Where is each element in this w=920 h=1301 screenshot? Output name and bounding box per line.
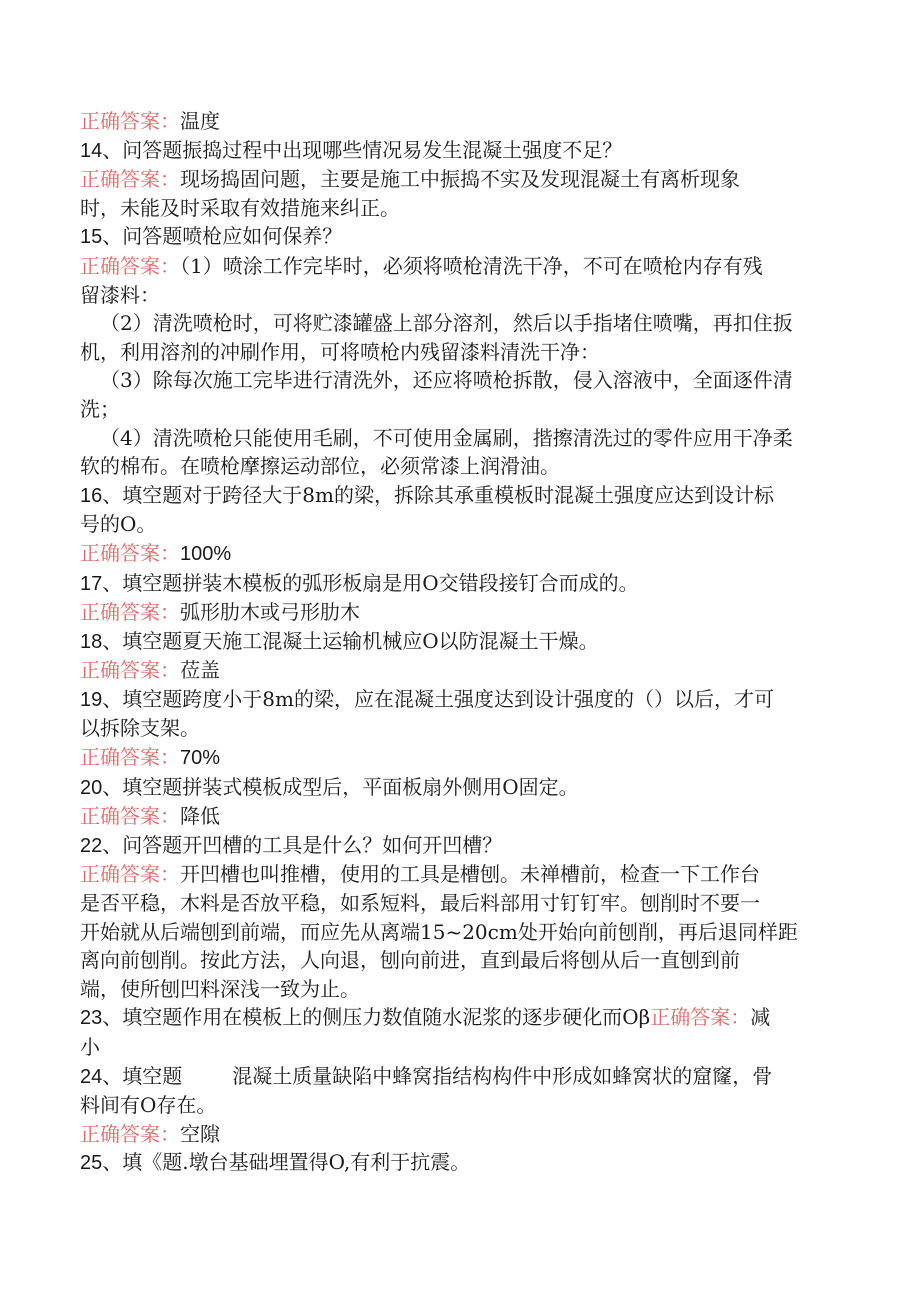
- answer-label: 正确答案：: [80, 167, 180, 192]
- answer-line: [80, 539, 840, 569]
- answer-label: 正确答案：: [80, 658, 180, 683]
- question-text: 、问答题振捣过程中出现哪些情况易发生混凝土强度不足？: [102, 137, 623, 162]
- answer-text: 空隙: [180, 1121, 220, 1146]
- question-number: 16: [80, 484, 103, 507]
- answer-line: [80, 107, 840, 136]
- answer-text: 降低: [180, 804, 220, 829]
- question-text-continued: 以拆除支架。: [80, 716, 200, 741]
- answer-line: 留漆料：: [80, 282, 160, 307]
- question-number: 17: [80, 572, 103, 595]
- answer-line: 时，未能及时采取有效措施来纠正。: [80, 195, 400, 220]
- question-15: [80, 222, 840, 252]
- answer-text: 100%: [180, 542, 232, 565]
- answer-line: 机，利用溶剂的冲刷作用，可将喷枪内残留漆料清洗干净：: [80, 339, 600, 364]
- answer-line: [80, 165, 840, 194]
- question-25: [80, 1148, 840, 1178]
- answer-line: 离向前刨削。按此方法，人向退，刨向前进，直到最后将刨从后一直刨到前: [80, 948, 740, 973]
- question-type: 、填空题: [102, 1063, 183, 1088]
- answer-line: 是否平稳，木料是否放平稳，如系短料，最后料部用寸钉钉牢。刨削时不要一: [80, 891, 760, 916]
- answer-label: 正确答案：: [80, 600, 180, 625]
- answer-text: 70%: [180, 747, 221, 770]
- answer-text: （1）喷涂工作完毕时，必须将喷枪清洗干净，不可在喷枪内存有残: [180, 253, 763, 278]
- question-text: 、填空题拼装式模板成型后，平面板扇外侧用O固定。: [102, 774, 579, 799]
- answer-label: 正确答案：: [80, 540, 180, 565]
- answer-text: 减: [750, 1005, 771, 1030]
- question-text: 混凝土质量缺陷中蜂窝指结构构件中形成如蜂窝状的窟窿，骨: [232, 1063, 773, 1088]
- answer-line: 小: [80, 1035, 100, 1059]
- question-text: 、填空题对于跨径大于8m的梁，拆除其承重模板时混凝土强度应达到设计标: [102, 482, 774, 507]
- question-text: 、填空题作用在模板上的侧压力数值随水泥浆的逐步硬化而Oβ: [102, 1005, 651, 1030]
- answer-text: 现场捣固问题，主要是施工中振捣不实及发现混凝土有离析现象: [180, 167, 740, 192]
- question-22: [80, 831, 840, 861]
- answer-line: 端，使所刨凹料深浅一致为止。: [80, 976, 360, 1001]
- answer-label: 正确答案：: [80, 862, 180, 887]
- answer-label: 正确答案：: [80, 804, 180, 829]
- question-17: [80, 569, 840, 599]
- question-20: [80, 773, 840, 803]
- question-text: 、问答题开凹槽的工具是什么？如何开凹槽？: [102, 832, 503, 857]
- answer-paragraph-2: （2）清洗喷枪时，可将贮漆罐盛上部分溶剂，然后以手指堵住喷嘴，再扣住扳: [100, 311, 793, 336]
- question-number: 22: [80, 834, 103, 857]
- question-14: [80, 136, 840, 166]
- question-text: 、填空题拼装木模板的弧形板扇是用O交错段接钉合而成的。: [102, 570, 639, 595]
- question-number: 14: [80, 139, 103, 162]
- answer-line: [80, 252, 840, 281]
- question-24: [80, 1062, 840, 1092]
- answer-paragraph-3: （3）除每次施工完毕进行清洗外，还应将喷枪拆散，侵入溶液中，全面逐件清: [100, 368, 793, 393]
- answer-text: 开凹槽也叫推槽，使用的工具是槽刨。未禅槽前，检查一下工作台: [180, 862, 760, 887]
- answer-label: 正确答案：: [80, 745, 180, 770]
- question-text: 、填《题.墩台基础埋置得O,有利于抗震。: [102, 1150, 471, 1175]
- question-text: 、问答题喷枪应如何保养？: [102, 224, 343, 249]
- answer-line: [80, 802, 840, 831]
- question-number: 23: [80, 1007, 103, 1030]
- answer-paragraph-4: （4）清洗喷枪只能使用毛刷，不可使用金属刷，揩擦清洗过的零件应用干净柔: [100, 425, 793, 450]
- answer-text: 温度: [180, 109, 220, 133]
- question-19: [80, 685, 840, 715]
- question-23: [80, 1003, 840, 1033]
- question-number: 24: [80, 1065, 103, 1088]
- question-number: 15: [80, 226, 103, 249]
- question-number: 19: [80, 688, 103, 711]
- answer-text: 弧形肋木或弓形肋木: [180, 600, 360, 625]
- question-16: [80, 481, 840, 511]
- answer-line: [80, 1120, 840, 1149]
- question-text: 、填空题跨度小于8m的梁，应在混凝土强度达到设计强度的（）以后，才可: [102, 686, 774, 711]
- answer-line: [80, 656, 840, 685]
- answer-line: 洗；: [80, 396, 120, 421]
- question-number: 25: [80, 1152, 103, 1175]
- answer-line: [80, 743, 840, 773]
- question-number: 20: [80, 776, 103, 799]
- answer-line: 软的棉布。在喷枪摩擦运动部位，必须常漆上润滑油。: [80, 454, 560, 479]
- question-text-continued: 料间有O存在。: [80, 1093, 217, 1118]
- answer-line: [80, 860, 840, 889]
- question-text: 、填空题夏天施工混凝土运输机械应O以防混凝土干燥。: [102, 628, 599, 653]
- answer-line: [80, 598, 840, 627]
- answer-label: 正确答案：: [80, 109, 180, 133]
- question-18: [80, 627, 840, 657]
- answer-text: 莅盖: [180, 658, 220, 683]
- answer-label: 正确答案：: [80, 253, 180, 278]
- answer-label: 正确答案：: [80, 1121, 180, 1146]
- answer-line: 开始就从后端刨到前端，而应先从离端15~20cm处开始向前刨削，再后退同样距: [80, 919, 798, 944]
- answer-label: 正确答案：: [650, 1005, 751, 1030]
- question-number: 18: [80, 630, 103, 653]
- question-text-continued: 号的O。: [80, 512, 157, 537]
